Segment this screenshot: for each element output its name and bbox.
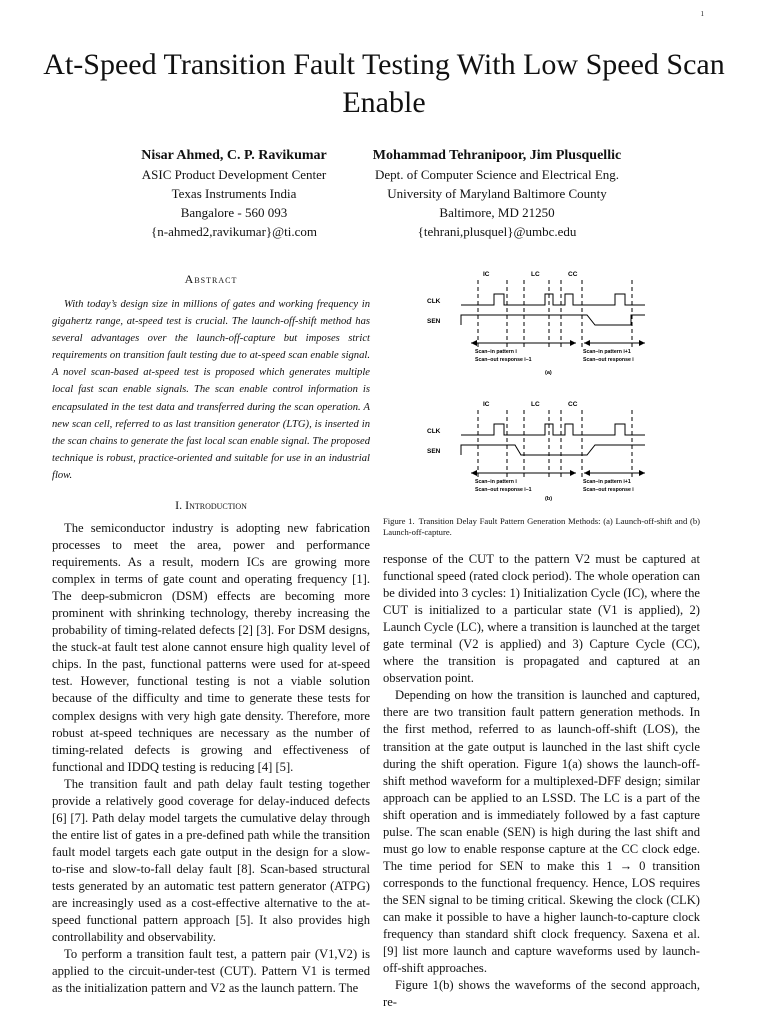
abstract-text [52,296,370,484]
affiliation-line: Baltimore, MD 21250 [439,205,555,220]
cycle-label: IC [483,401,490,408]
abstract-heading: Abstract [184,272,238,286]
cycle-label: CC [568,401,578,408]
author-email: {n-ahmed2,ravikumar}@ti.com [151,224,317,239]
abstract-paragraph: With today’s design size in millions of gates and working frequency in gigahertz range, at-speed test is crucial. The launch-off-shift method has several advantages over the launch-off-capture but imposes strict requirements on transition fault testing due to at-speed scan enable signal. A novel scan-based at-speed test is proposed which generates multiple local fast scan enable signals. The scan enable control information is encapsulated in the test data and transferred during the scan operation. A new scan cell, referred to as last transition generator (LTG), is inserted in the scan chains to generate the fast local scan enable signal. The proposed technique is robust, practice-oriented and suitable for use in an industrial flow. [52,299,370,481]
waveform-note: Scan–out response i [583,487,634,493]
figure-caption-text: Transition Delay Fault Pattern Generation Methods: (a) Launch-off-shift and (b) Launch-off-capture. [383,516,700,537]
body-paragraph: The semiconductor industry is adopting new fabrication processes to meet the area, power and performance requirements. As a result, modern ICs are growing more complex in terms of gate count and operating frequency [1]. The deep-submicron (DSM) effects are becoming more prominent with shrinking technology, thereby increasing the probability of timing-related defects [2] [3]. For DSM designs, the stuck-at fault test alone cannot ensure high quality level of chips. In the past, functional patterns were used for at-speed test. However, functional testing is not a viable solution because of the difficulty and time to generate these tests for complex designs with very high gate density. Therefore, more robust at-speed techniques are necessary as the number of timing-related defects is growing and effectiveness of functional and IDDQ testing is reducing [4] [5]. [52,521,370,774]
body-paragraph: The transition fault and path delay fault testing together provide a relatively good coverage for delay-induced defects [6] [7]. Path delay model targets the cumulative delay through the entire list of gates in a pre-defined path while the transition fault model targets each gate output in the design for a slow-to-rise and slow-to-fall delay fault [8]. Scan-based structural tests generated by an automatic test pattern generator (ATPG) are increasingly used as a cost-effective alternative to the at-speed functional pattern approach [5]. It also provides high controllability and observability. [52,776,370,945]
author-block-1 [104,146,364,241]
affiliation-line: Texas Instruments India [171,186,297,201]
waveform-note: Scan–in pattern i [475,349,517,355]
waveform-note: Scan–out response i [583,357,634,363]
cycle-label: LC [531,401,540,408]
sen-waveform [461,445,645,455]
clk-waveform [461,424,645,435]
author-email: {tehrani,plusquel}@umbc.edu [417,224,577,239]
body-paragraph: response of the CUT to the pattern V2 must be captured at functional speed (rated clock period). The whole operation can be divided into 3 cycles: 1) Initialization Cycle (IC), where the CUT is initialized to a particular state (V1 is applied), 2) Launch Cycle (LC), where a transition is launched at the target gate terminal (V2 is applied) and 3) Capture Cycle (CC), where the transition is propagated and captured at an observation point. [383,552,700,686]
signal-label: SEN [427,318,441,325]
affiliation-line: ASIC Product Development Center [141,167,327,182]
figure-1-waveforms [383,262,700,502]
affiliation-line: Bangalore - 560 093 [180,205,288,220]
waveform-note: Scan–in pattern i+1 [583,479,631,485]
signal-label: SEN [427,448,441,455]
clk-waveform [461,294,645,305]
waveform-panel-b [427,401,645,502]
sen-waveform [461,315,645,325]
signal-label: CLK [427,428,441,435]
cycle-label: CC [568,271,578,278]
body-paragraph: Figure 1(b) shows the waveforms of the second approach, re- [383,978,700,1010]
author-block-2 [352,146,642,241]
affiliation-line: Dept. of Computer Science and Electrical Eng. [374,167,620,182]
body-paragraph: To perform a transition fault test, a pattern pair (V1,V2) is applied to the circuit-under-test (CUT). Pattern V1 is termed as the initialization pattern and V2 as the launch pattern. The [52,947,370,996]
panel-sublabel: (b) [545,496,553,502]
paper-title: At-Speed Transition Fault Testing With Low Speed Scan Enable [43,48,725,119]
figure-caption [383,516,700,538]
author-names: Mohammad Tehranipoor, Jim Plusquellic [372,148,622,163]
waveform-note: Scan–in pattern i+1 [583,349,631,355]
figure-caption-label: Figure 1. [383,516,415,526]
waveform-note: Scan–out response i–1 [475,357,532,363]
section-heading-introduction: I. Introduction [175,498,247,512]
author-names: Nisar Ahmed, C. P. Ravikumar [141,148,327,163]
right-column-body [383,551,700,1011]
cycle-label: IC [483,271,490,278]
waveform-note: Scan–out response i–1 [475,487,532,493]
page-number: 1 [700,10,704,18]
left-column-body [52,520,370,997]
panel-sublabel: (a) [545,370,552,376]
affiliation-line: University of Maryland Baltimore County [387,186,607,201]
signal-label: CLK [427,298,441,305]
body-paragraph: Depending on how the transition is launched and captured, there are two transition fault pattern generation methods. In the first method, referred to as launch-off-shift (LOS), the transition at the gate output is launched in the last shift cycle during the shift operation. Figure 1(a) shows the launch-off-shift method waveform for a multiplexed-DFF design; similar approach can be applied to an LSSD. The LC is a part of the shift operation and is immediately followed by a fast capture pulse. The scan enable (SEN) is high during the last shift and must go low to enable response capture at the CC clock edge. The time period for SEN to make this 1 → 0 transition corresponds to the functional frequency. Hence, LOS requires the SEN signal to be timing critical. Skewing the clock (CLK) can make it possible to have a higher launch-to-capture clock frequency than standard shift clock frequency. Saxena et al. [9] list more launch and capture waveforms used by launch-off-shift approaches. [383,688,700,976]
cycle-label: LC [531,271,540,278]
waveform-panel-a [427,271,645,376]
waveform-note: Scan–in pattern i [475,479,517,485]
